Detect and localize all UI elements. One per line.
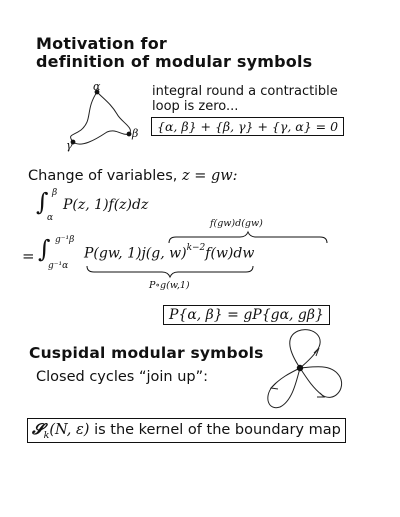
title-line-2: definition of modular symbols	[36, 52, 313, 71]
integral-2-body-part-a: P(gw, 1)	[84, 245, 142, 262]
kernel-statement	[27, 418, 346, 443]
gamma-label: γ	[66, 139, 73, 152]
boxed-identity-formula: P{α, β} = gP{gα, gβ}	[163, 305, 330, 325]
integral-1-upper-limit: β	[52, 188, 58, 198]
beta-label: β	[132, 127, 139, 140]
integral-2-power: k−2	[186, 243, 206, 253]
alpha-label: α	[93, 80, 101, 93]
integral-2-upper-limit: g⁻¹β	[55, 235, 75, 245]
integral-sign-1: ∫	[36, 188, 49, 216]
loop-text-line-1: integral round a contractible	[152, 84, 338, 99]
equals-sign: =	[22, 247, 35, 265]
cuspidal-heading: Cuspidal modular symbols	[29, 344, 264, 362]
change-of-variables-text: Change of variables,	[28, 168, 182, 184]
integral-2-lower-limit: g⁻¹α	[48, 261, 69, 271]
closed-cycles-diagram	[258, 323, 348, 413]
integral-1-body: P(z, 1)f(z)dz	[63, 197, 149, 213]
change-of-variables-formula: z = gw:	[181, 168, 238, 184]
underbrace-label: P∘g(w,1)	[149, 280, 190, 291]
integral-sign-2: ∫	[38, 235, 51, 263]
cusp-form-args: (N, ε)	[49, 422, 90, 438]
change-of-variables-line	[28, 168, 238, 184]
overbrace-label: f(gw)d(gw)	[210, 218, 263, 229]
integral-1-lower-limit: α	[47, 213, 54, 223]
underbrace	[86, 266, 254, 278]
title-line-1: Motivation for	[36, 34, 168, 53]
cusp-form-symbol: 𝓢	[32, 420, 44, 438]
cuspidal-text: Closed cycles “join up”:	[36, 369, 208, 385]
cusp-form-subscript: k	[43, 429, 50, 441]
kernel-text: is the kernel of the boundary map	[89, 422, 341, 438]
integral-2-body-part-b: j(g, w)	[141, 245, 187, 262]
integral-2-body-part-c: f(w)dw	[205, 245, 255, 262]
boxed-sum-formula: {α, β} + {β, γ} + {γ, α} = 0	[151, 117, 344, 136]
loop-text-line-2: loop is zero...	[152, 99, 239, 114]
integral-2-body	[84, 245, 254, 262]
